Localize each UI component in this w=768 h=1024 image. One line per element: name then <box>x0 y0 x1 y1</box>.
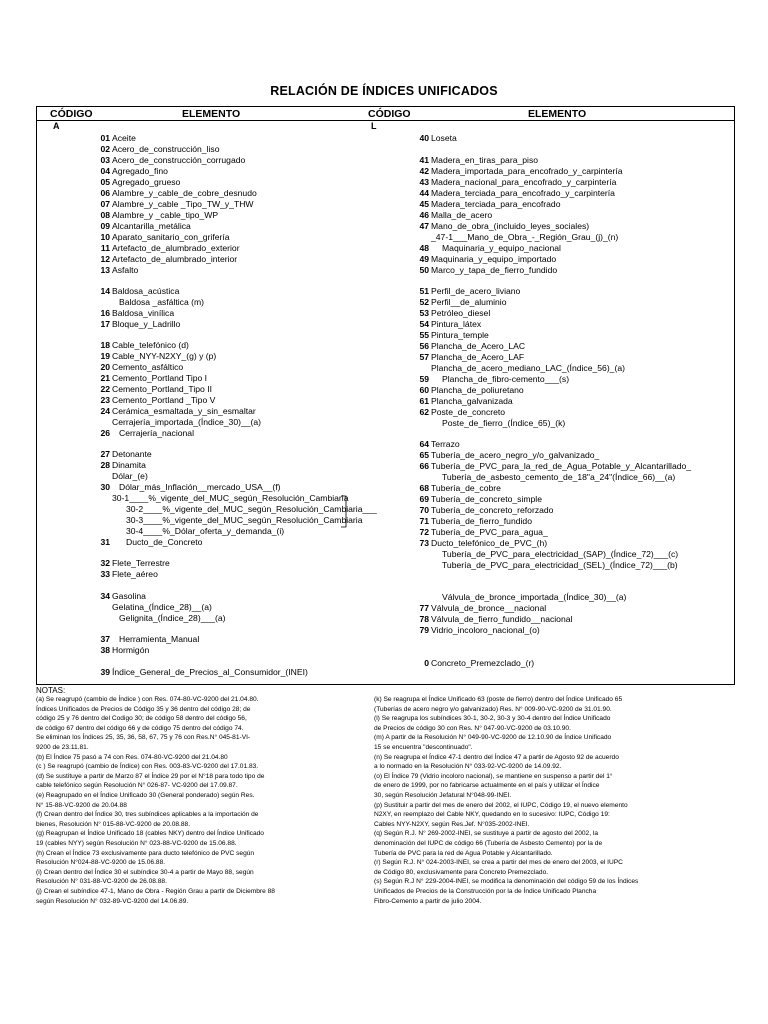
left-index-code: 04 <box>100 166 110 176</box>
left-index-row <box>94 308 174 319</box>
left-index-row <box>94 515 362 526</box>
left-index-row <box>94 166 168 177</box>
right-index-row <box>413 166 623 177</box>
right-index-element: Tubería_de_cobre <box>431 483 501 493</box>
right-index-code: 78 <box>419 614 429 624</box>
note-line: Resolución N° 031-88-VC-9200 de 26.08.88. <box>36 878 167 886</box>
left-index-element: Alambre_y _cable_tipo_WP <box>112 210 219 220</box>
note-line: (h) Crean el Índice 73 exclusivamente para ducto telefónico de PVC según <box>36 849 255 857</box>
right-index-element: Plancha_de_Acero_LAC <box>431 341 526 351</box>
right-index-code: 40 <box>419 133 429 143</box>
left-index-code: 34 <box>100 591 110 601</box>
right-index-row <box>413 483 501 494</box>
left-index-row <box>94 297 204 308</box>
note-line: N° 15-88-VC-9200 de 20.04.88 <box>36 801 127 809</box>
right-index-code: 64 <box>419 439 429 449</box>
left-index-row <box>94 504 377 515</box>
right-index-code: 72 <box>419 527 429 537</box>
right-index-element: Válvula_de_bronce_importada_(Índice_30)__(a) <box>442 592 627 602</box>
right-index-element: Tubería_de_PVC_para_agua_ <box>431 527 548 537</box>
left-index-row <box>94 634 199 645</box>
left-index-code: 07 <box>100 199 110 209</box>
note-line: (r) Según R.J. N° 024-2003-INEI, se crea a partir del mes de enero del 2003, el IUPC <box>374 859 623 867</box>
right-index-code: 59 <box>419 374 429 384</box>
left-index-code: 17 <box>100 319 110 329</box>
note-line: Resolución N°024-88-VC-9200 de 15.06.88. <box>36 859 166 867</box>
left-index-row <box>94 537 202 548</box>
left-index-row <box>94 569 158 580</box>
right-index-code: 50 <box>419 265 429 275</box>
left-index-element: Baldosa_vinílica <box>112 308 175 318</box>
right-index-row <box>413 155 538 166</box>
right-index-element: Perfil_de_acero_liviano <box>431 286 521 296</box>
right-index-row <box>413 549 678 560</box>
note-line: (Tuberías de acero negro y/o galvanizado) Res. N° 009-90-VC-9200 de 31.01.90. <box>374 705 612 713</box>
right-index-row <box>413 210 492 221</box>
right-index-code: 44 <box>419 188 429 198</box>
note-line: (b) El Índice 75 pasó a 74 con Res. 074-80-VC-9200 del 21.04.80 <box>36 753 228 761</box>
left-index-element: Dinamita <box>112 460 146 470</box>
note-line: Se eliminan los Índices 25, 35, 36, 58, 67, 75 y 76 con Res.N° 045-81-VI- <box>36 734 251 742</box>
left-index-code: 10 <box>100 232 110 242</box>
right-index-row <box>413 516 532 527</box>
right-index-element: Poste_de_fierro_(Índice_65)_(k) <box>442 418 566 428</box>
right-index-code: 54 <box>419 319 429 329</box>
right-index-row <box>413 658 534 669</box>
right-index-element: Válvula_de_fierro_fundido__nacional <box>431 614 573 624</box>
right-index-row <box>413 461 691 472</box>
left-index-row <box>94 449 152 460</box>
left-index-row <box>94 526 284 537</box>
page-title: RELACIÓN DE ÍNDICES UNIFICADOS <box>270 84 498 98</box>
note-line: 30, según Resolución Jefatural N°048-99-INEI. <box>374 792 512 799</box>
right-index-row <box>413 505 553 516</box>
right-index-element: Pintura_látex <box>431 319 482 329</box>
note-line: Unificados de Precios de la Construcción por la de Índice Unificado Plancha <box>374 888 597 895</box>
right-index-row <box>413 265 557 276</box>
right-index-element: Mano_de_obra_(incluido_leyes_sociales) <box>431 221 590 231</box>
right-index-code: 41 <box>419 155 429 165</box>
left-index-element: Gelignita_(Índice_28)___(a) <box>119 613 226 623</box>
right-index-row <box>413 527 548 538</box>
left-index-row <box>94 493 348 504</box>
right-index-element: Plancha_galvanizada <box>431 396 513 406</box>
note-line: de código 67 dentro del código 66 y de código 75 dentro del código 74. <box>36 724 244 732</box>
right-index-element: Perfil__de_aluminio <box>431 297 507 307</box>
right-index-element: Malla_de_acero <box>431 210 493 220</box>
note-line: (m) A partir de la Resolución N° 049-90-VC-9200 de 12.10.90 de Índice Unificado <box>374 734 612 742</box>
right-index-row <box>413 221 589 232</box>
right-index-row <box>413 407 505 418</box>
note-line: (a) Se reagrupó (cambio de Índice ) con Res. 074-80-VC-9200 del 21.04.80. <box>36 696 259 703</box>
right-index-code: 52 <box>419 297 429 307</box>
left-index-element: 30-1____%_vigente_del_MUC_según_Resolución_Cambiaria <box>112 493 349 503</box>
right-index-code: 51 <box>419 286 429 296</box>
right-index-element: Tubería_de_acero_negro_y/o_galvanizado_ <box>431 450 600 460</box>
note-line: (j) Crean el subíndice 47-1, Mano de Obra - Región Grau a partir de Diciembre 88 <box>36 888 275 895</box>
right-index-row <box>413 396 513 407</box>
left-index-row <box>94 254 237 265</box>
right-index-element: Maquinaria_y_equipo_importado <box>431 254 557 264</box>
note-line: (l) Se reagrupa los subíndices 30-1, 30-2, 30-3 y 30-4 dentro del Índice Unificado <box>374 715 611 723</box>
note-line: Tubería de PVC para la red de Agua Potable y Alcantarillado. <box>374 849 553 857</box>
left-index-row <box>94 602 212 613</box>
note-line: cable telefónico según Resolución N° 026-87- VC-9200 del 17.09.87. <box>36 782 238 790</box>
left-index-code: 31 <box>100 537 110 547</box>
header-element-left: ELEMENTO <box>182 108 241 120</box>
right-index-row <box>413 592 626 603</box>
right-index-element: Plancha_de_Acero_LAF <box>431 352 525 362</box>
right-index-row <box>413 319 481 330</box>
right-index-row <box>413 625 540 636</box>
note-line: (c ) Se reagrupó (cambio de Índice) con Res. 003-83-VC-9200 del 17.01.83. <box>36 763 259 771</box>
note-line: de Código 80, exclusivamente para Concreto Premezclado. <box>374 868 549 876</box>
right-index-element: Madera_importada_para_encofrado_y_carpintería <box>431 166 623 176</box>
left-index-code: 14 <box>100 286 110 296</box>
right-index-row <box>413 254 556 265</box>
note-line: (g) Reagrupan el Índice Unificado 18 (cables NKY) dentro del Índice Unificado <box>36 830 264 838</box>
left-index-element: Cemento_asfáltico <box>112 362 184 372</box>
header-element-right: ELEMENTO <box>528 108 587 120</box>
note-line: (d) Se sustituye a partir de Marzo 87 el Índice 29 por el N°18 para todo tipo de <box>36 772 265 780</box>
right-index-code: 0 <box>424 658 429 668</box>
right-index-element: Madera_nacional_para_encofrado_y_carpintería <box>431 177 617 187</box>
right-index-row <box>413 199 560 210</box>
right-index-row <box>413 232 618 243</box>
left-index-code: 18 <box>100 340 110 350</box>
left-index-row <box>94 221 191 232</box>
left-index-row <box>94 265 138 276</box>
right-index-code: 57 <box>419 352 429 362</box>
note-line: Índices Unificados de Precios de Código 35 y 36 dentro del código 28; de <box>36 705 251 713</box>
left-index-code: 09 <box>100 221 110 231</box>
right-index-row <box>413 494 542 505</box>
left-index-element: Artefacto_de_alumbrado_interior <box>112 254 238 264</box>
header-divider <box>36 120 735 121</box>
left-index-element: 30-3____%_vigente_del_MUC_según_Resolución_Cambiaria <box>126 515 363 525</box>
right-index-code: 68 <box>419 483 429 493</box>
left-index-code: 08 <box>100 210 110 220</box>
note-line: denominación del IUPC de código 66 (Tubería de Asbesto Cemento) por la de <box>374 840 603 847</box>
right-index-element: Maquinaria_y_equipo_nacional <box>442 243 561 253</box>
note-line: a lo normado en la Resolución N° 033-92-VC-9200 de 14.09.92. <box>374 763 562 771</box>
left-index-element: Bloque_y_Ladrillo <box>112 319 181 329</box>
right-index-code: 49 <box>419 254 429 264</box>
header-code-right: CÓDIGO <box>368 108 411 120</box>
left-index-code: 26 <box>100 428 110 438</box>
left-index-row <box>94 428 194 439</box>
left-index-code: 21 <box>100 373 110 383</box>
left-index-code: 19 <box>100 351 110 361</box>
left-index-element: Cerámica_esmaltada_y_sin_esmaltar <box>112 406 256 416</box>
right-index-code: 55 <box>419 330 429 340</box>
left-index-code: 22 <box>100 384 110 394</box>
right-index-code: 47 <box>419 221 429 231</box>
left-index-element: Baldosa_acústica <box>112 286 180 296</box>
note-line: de Precios de código 30 con Res. N° 047-90-VC-9200 de 03.10.90. <box>374 724 571 732</box>
note-line: (e) Reagrupado en el Índice Unificado 30 (General ponderado) según Res. <box>36 792 255 799</box>
left-index-element: 30-4____%_Dólar_oferta_y_demanda_(i) <box>126 526 285 536</box>
left-index-row <box>94 406 256 417</box>
right-index-code: 61 <box>419 396 429 406</box>
left-index-row <box>94 362 183 373</box>
section-letter-a: A <box>53 121 60 131</box>
left-index-code: 03 <box>100 155 110 165</box>
right-index-element: Terrazo <box>431 439 460 449</box>
right-index-code: 77 <box>419 603 429 613</box>
right-index-row <box>413 133 457 144</box>
right-index-element: Válvula_de_bronce__nacional <box>431 603 547 613</box>
left-index-row <box>94 395 215 406</box>
right-index-code: 69 <box>419 494 429 504</box>
section-letter-l: L <box>371 121 377 131</box>
right-index-code: 56 <box>419 341 429 351</box>
right-index-code: 79 <box>419 625 429 635</box>
left-index-row <box>94 613 226 624</box>
right-index-code: 53 <box>419 308 429 318</box>
left-index-element: Asfalto <box>112 265 139 275</box>
right-index-code: 65 <box>419 450 429 460</box>
left-index-element: Índice_General_de_Precios_al_Consumidor_(INEI) <box>112 667 308 677</box>
right-index-element: Madera_terciada_para_encofrado <box>431 199 561 209</box>
note-line: 9200 de 23.11.81. <box>36 744 89 751</box>
left-index-code: 27 <box>100 449 110 459</box>
left-index-code: 11 <box>100 243 110 253</box>
left-index-element: Flete_Terrestre <box>112 558 170 568</box>
left-index-element: Cerrajería_importada_(Índice_30)__(a) <box>112 417 262 427</box>
left-index-element: Alambre_y_cable _Tipo_TW_y_THW <box>112 199 254 209</box>
left-index-row <box>94 373 207 384</box>
note-line: (k) Se reagrupa el Índice Unificado 63 (poste de fierro) dentro del Índice Unificado 65 <box>374 696 623 703</box>
note-line: N2XY, en reemplazo del Cable NKY, quedando en lo sucesivo: IUPC, Código 19: <box>374 811 610 819</box>
right-index-element: Madera_en_tiras_para_piso <box>431 155 539 165</box>
right-index-element: Vidrio_incoloro_nacional_(o) <box>431 625 540 635</box>
note-line: (p) Sustituir a partir del mes de enero del 2002, el IUPC, Código 19, el nuevo elemento <box>374 801 628 809</box>
right-index-row <box>413 352 524 363</box>
left-index-element: Acero_de_construcción_corrugado <box>112 155 246 165</box>
right-index-code: 71 <box>419 516 429 526</box>
left-index-row <box>94 417 261 428</box>
right-index-element: Tubería_de_concreto_reforzado <box>431 505 554 515</box>
right-index-row <box>413 188 615 199</box>
left-index-row <box>94 232 230 243</box>
left-index-row <box>94 199 254 210</box>
right-index-row <box>413 538 547 549</box>
note-line: de enero de 1999, por no fabricarse actualmente en el país y utilizar el Índice <box>374 782 600 790</box>
left-index-element: Herramienta_Manual <box>119 634 200 644</box>
note-line: 15 se encuentra "descontinuado". <box>374 744 473 751</box>
note-line: (s) Según R.J N° 229-2004-INEI, se modifica la denominación del código 59 de los Índices <box>374 878 639 886</box>
left-index-element: Dólar_(e) <box>112 471 148 481</box>
left-index-code: 32 <box>100 558 110 568</box>
left-index-element: Hormigón <box>112 645 150 655</box>
right-index-element: Plancha_de_poliuretano <box>431 385 524 395</box>
right-index-element: Poste_de_concreto <box>431 407 506 417</box>
left-index-element: Cable_NYY-N2XY_(g) y (p) <box>112 351 217 361</box>
left-index-code: 38 <box>100 645 110 655</box>
left-index-element: Artefacto_de_alumbrado_exterior <box>112 243 240 253</box>
left-index-row <box>94 645 149 656</box>
right-index-row <box>413 374 569 385</box>
left-index-row <box>94 482 280 493</box>
left-index-row <box>94 340 189 351</box>
left-index-row <box>94 667 308 678</box>
right-index-code: 45 <box>419 199 429 209</box>
left-index-code: 06 <box>100 188 110 198</box>
left-index-code: 23 <box>100 395 110 405</box>
left-index-code: 13 <box>100 265 110 275</box>
left-index-code: 01 <box>100 133 110 143</box>
left-index-element: 30-2____%_vigente_del_MUC_según_Resolución_Cambiaria___ <box>126 504 377 514</box>
right-index-code: 46 <box>419 210 429 220</box>
left-index-row <box>94 133 136 144</box>
right-index-code: 70 <box>419 505 429 515</box>
right-index-row <box>413 363 625 374</box>
right-index-element: Tubería_de_PVC_para_electricidad_(SAP)_(Índice_72)___(c) <box>442 549 679 559</box>
right-index-row <box>413 560 678 571</box>
left-index-row <box>94 177 180 188</box>
left-index-row <box>94 188 257 199</box>
right-index-code: 60 <box>419 385 429 395</box>
right-index-code: 42 <box>419 166 429 176</box>
right-index-element: Tubería_de_PVC_para_la_red_de_Agua_Potable_y_Alcantarillado_ <box>431 461 692 471</box>
right-index-element: Pintura_temple <box>431 330 489 340</box>
note-line: (f) Crean dentro del Índice 30, tres subíndices aplicables a la importación de <box>36 811 259 819</box>
left-index-row <box>94 460 146 471</box>
right-index-row <box>413 286 520 297</box>
left-index-code: 16 <box>100 308 110 318</box>
left-index-element: Cemento_Portland_Tipo II <box>112 384 212 394</box>
left-index-element: Detonante <box>112 449 152 459</box>
left-index-element: Aparato_sanitario_con_grifería <box>112 232 230 242</box>
left-index-element: Gelatina_(Índice_28)__(a) <box>112 602 212 612</box>
note-line: Cables NYY-N2XY, según Res.Jef. N°035-2002-INEI. <box>374 820 530 828</box>
left-index-element: Baldosa _asfáltica (m) <box>119 297 205 307</box>
right-index-element: Loseta <box>431 133 457 143</box>
right-index-row <box>413 472 675 483</box>
left-index-element: Cemento_Portland _Tipo V <box>112 395 216 405</box>
right-index-code: 73 <box>419 538 429 548</box>
left-index-code: 37 <box>100 634 110 644</box>
right-index-row <box>413 177 616 188</box>
right-index-code: 43 <box>419 177 429 187</box>
left-index-code: 28 <box>100 460 110 470</box>
left-index-code: 30 <box>100 482 110 492</box>
left-index-code: 24 <box>100 406 110 416</box>
left-index-code: 02 <box>100 144 110 154</box>
note-line: (n) Se reagrupa el Índice 47-1 dentro del Índice 47 a partir de Agosto 92 de acuerdo <box>374 753 619 761</box>
right-index-element: Marco_y_tapa_de_fierro_fundido <box>431 265 558 275</box>
right-index-element: Concreto_Premezclado_(r) <box>431 658 535 668</box>
right-index-code: 66 <box>419 461 429 471</box>
left-index-element: Agregado_fino <box>112 166 168 176</box>
note-line: código 25 y 76 dentro del Codigo 30; de código 58 dentro del código 56, <box>36 715 247 723</box>
left-index-code: 33 <box>100 569 110 579</box>
note-line: (i) Crean dentro del Índice 30 el subíndice 30-4 a partir de Mayo 88, según <box>36 868 254 876</box>
left-index-row <box>94 210 218 221</box>
left-index-row <box>94 155 245 166</box>
note-line: Fibro-Cemento a partir de julio 2004. <box>374 897 482 905</box>
right-index-element: Madera_terciada_para_encofrado_y_carpintería <box>431 188 615 198</box>
left-index-element: Cerrajería_nacional <box>119 428 194 438</box>
right-index-element: Plancha_de_fibro-cemento___(s) <box>442 374 570 384</box>
left-index-element: Acero_de_construcción_liso <box>112 144 220 154</box>
left-index-element: Cable_telefónico (d) <box>112 340 189 350</box>
left-index-element: Alambre_y_cable_de_cobre_desnudo <box>112 188 257 198</box>
right-index-code: 62 <box>419 407 429 417</box>
left-index-row <box>94 591 146 602</box>
left-index-row <box>94 286 179 297</box>
left-index-element: Alcantarilla_metálica <box>112 221 191 231</box>
right-index-row <box>413 418 565 429</box>
left-index-row <box>94 384 212 395</box>
right-index-row <box>413 614 572 625</box>
right-index-element: Tubería_de_concreto_simple <box>431 494 542 504</box>
right-index-row <box>413 439 460 450</box>
note-line: 19 (cables NYY) según Resolución N° 023-88-VC-9200 de 15.06.88. <box>36 840 237 847</box>
note-line: según Resolución N° 032-89-VC-9200 del 14.06.89. <box>36 897 189 905</box>
right-index-element: Plancha_de_acero_mediano_LAC_(Índice_56)_(a) <box>431 363 625 373</box>
right-index-row <box>413 385 524 396</box>
left-index-element: Cemento_Portland Tipo I <box>112 373 208 383</box>
right-index-code: 48 <box>419 243 429 253</box>
right-index-element: Ducto_telefónico_de_PVC_(h) <box>431 538 548 548</box>
right-index-element: Tubería_de_PVC_para_electricidad_(SEL)_(Índice_72)___(b) <box>442 560 678 570</box>
left-index-row <box>94 558 170 569</box>
left-index-element: Ducto_de_Concreto <box>126 537 203 547</box>
right-index-row <box>413 308 490 319</box>
left-index-element: Aceite <box>112 133 136 143</box>
left-index-element: Agregado_grueso <box>112 177 181 187</box>
note-line: (q) Según R.J. N° 269-2002-INEI, se sustituye a partir de agosto del 2002, la <box>374 830 599 838</box>
left-index-code: 12 <box>100 254 110 264</box>
left-index-code: 05 <box>100 177 110 187</box>
header-code-left: CÓDIGO <box>50 108 93 120</box>
right-index-row <box>413 297 506 308</box>
right-index-row <box>413 341 525 352</box>
right-index-row <box>413 330 489 341</box>
right-index-row <box>413 603 546 614</box>
left-index-row <box>94 351 216 362</box>
right-index-row <box>413 243 561 254</box>
note-line: bienes, Resolución N° 015-88-VC-9200 de 20.08.88. <box>36 820 191 828</box>
left-index-code: 20 <box>100 362 110 372</box>
right-index-element: Tubería_de_asbesto_cemento_de_18"a_24"(Índice_66)__(a) <box>442 472 676 482</box>
left-index-element: Gasolina <box>112 591 146 601</box>
left-index-element: Flete_aéreo <box>112 569 158 579</box>
left-index-element: Dólar_más_Inflación__mercado_USA__(f) <box>119 482 281 492</box>
right-index-element: Tubería_de_fierro_fundido <box>431 516 532 526</box>
right-index-element: _47-1___Mano_de_Obra_-_Región_Grau_(j)_(n) <box>431 232 619 242</box>
left-index-row <box>94 319 180 330</box>
right-index-row <box>413 450 599 461</box>
left-index-code: 39 <box>100 667 110 677</box>
left-index-row <box>94 243 240 254</box>
notes-heading: NOTAS: <box>36 686 66 695</box>
right-index-element: Petróleo_diesel <box>431 308 491 318</box>
left-index-row <box>94 471 148 482</box>
note-line: (o) El Índice 79 (Vidrio incoloro nacional), se mantiene en suspenso a partir del 1° <box>374 772 613 780</box>
left-index-row <box>94 144 220 155</box>
